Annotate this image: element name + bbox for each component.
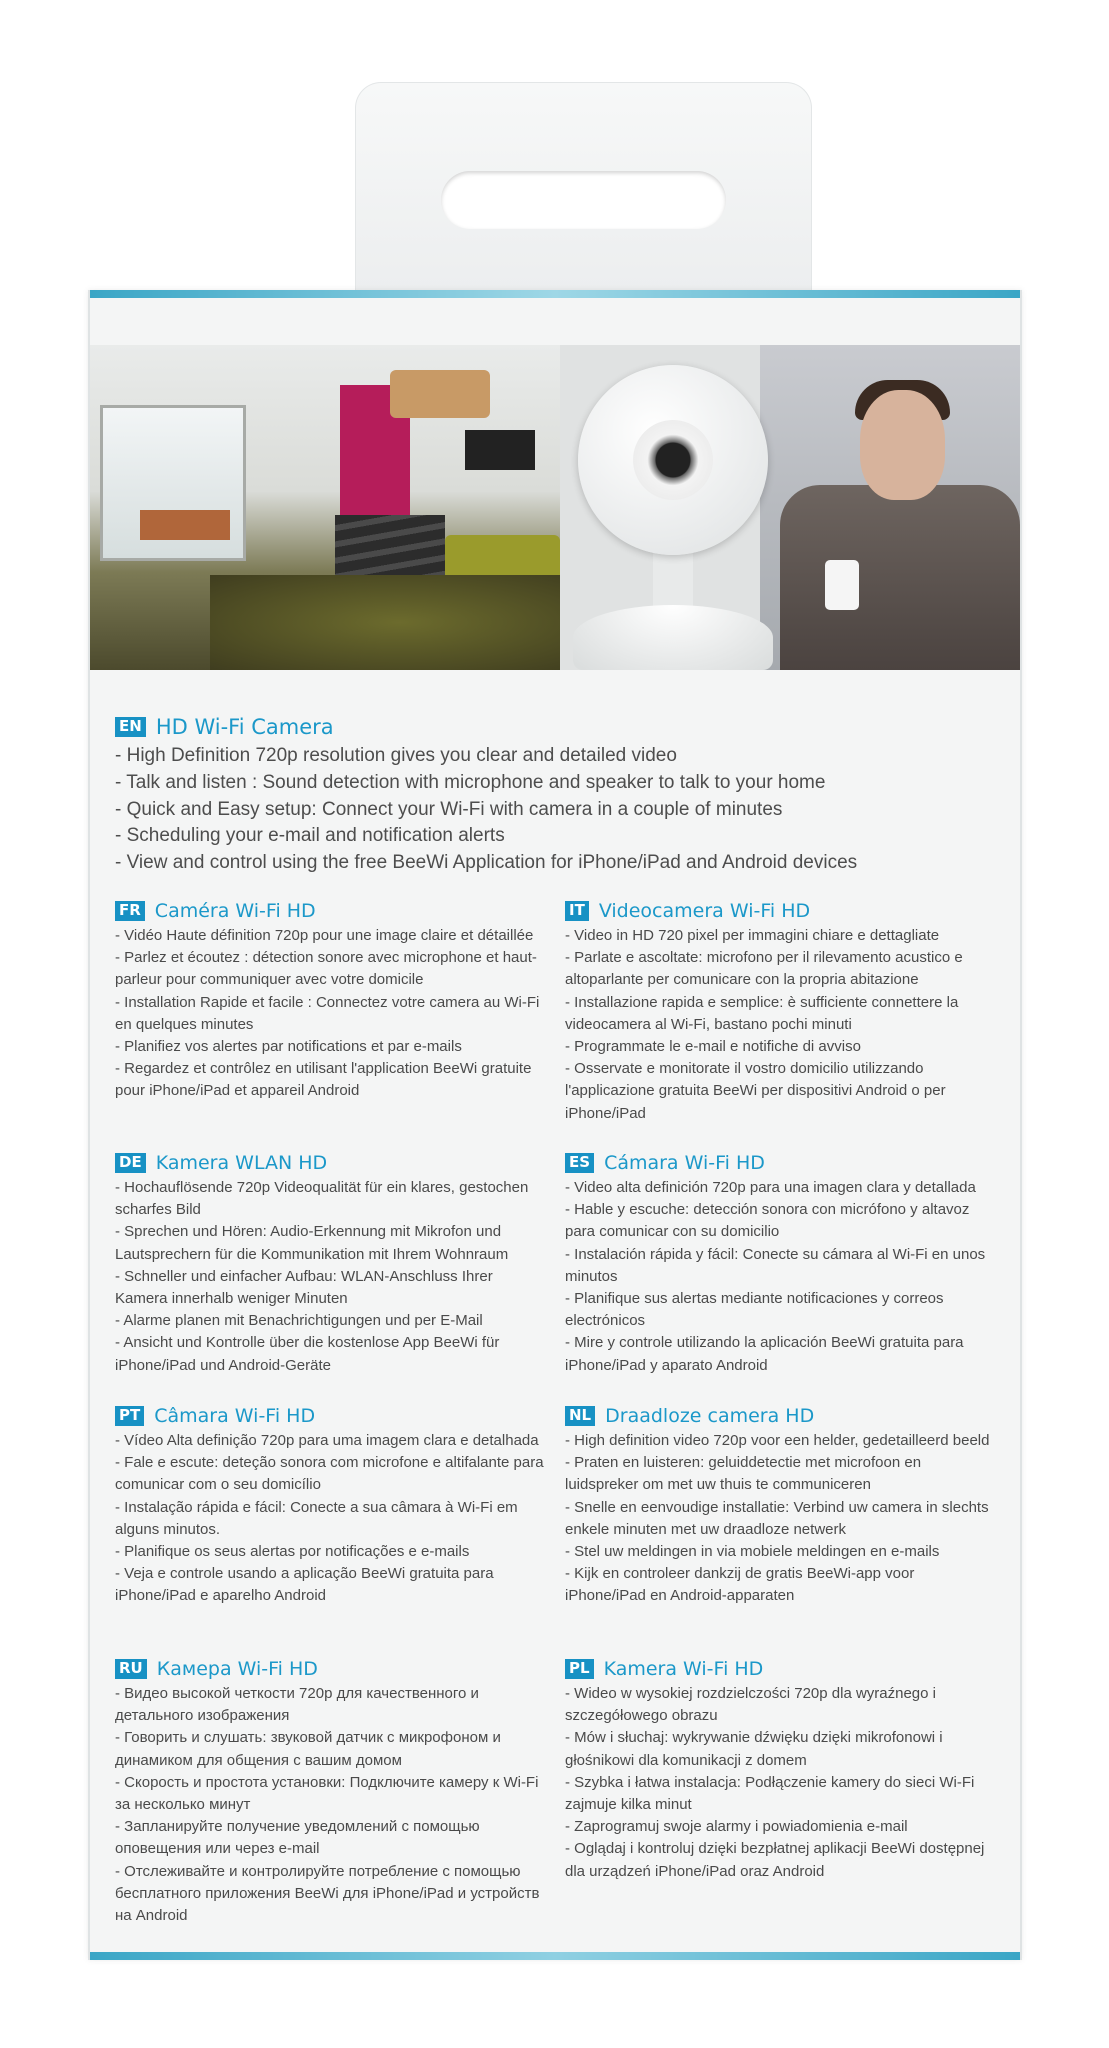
feature-line: - View and control using the free BeeWi Application for iPhone/iPad and Android devices	[115, 852, 858, 874]
lang-tag-nl: NL	[565, 1406, 595, 1425]
lang-tag-pl: PL	[565, 1659, 594, 1678]
feature-line: - Veja e controle usando a aplicação BeeWi gratuita para iPhone/iPad e aparelho Android	[115, 1565, 494, 1605]
camera-lens	[633, 420, 713, 500]
hanger-hole	[441, 171, 726, 229]
feature-line: - Parlez et écoutez : détection sonore avec microphone et haut-parleur pour communiquer avec votre domicile	[115, 949, 537, 989]
lang-block-nl	[565, 1405, 995, 1608]
feature-line: - Stel uw meldingen in via mobiele meldingen en e-mails	[565, 1543, 940, 1561]
feature-line: - Osservate e monitorate il vostro domicilio utilizzando l'applicazione gratuita BeeWi per dispositivi Android o per iPhone/iPad	[565, 1060, 946, 1122]
lang-tag-it: IT	[565, 901, 589, 920]
lang-block-es	[565, 1152, 995, 1377]
feature-line: - Скорость и простота установки: Подключите камеру к Wi-Fi за несколько минут	[115, 1773, 539, 1814]
feature-line: - Programmate le e-mail e notifiche di avviso	[565, 1038, 861, 1056]
feature-line: - Wideo w wysokiej rozdzielczości 720p dla wyraźnego i szczegółowego obrazu	[565, 1685, 936, 1725]
feature-line: - Planifique os seus alertas por notificações e e-mails	[115, 1543, 470, 1561]
lang-title-ru: Камера Wi-Fi HD	[156, 1658, 318, 1680]
lang-tag-en: EN	[115, 717, 146, 736]
room-table	[140, 510, 230, 540]
feature-line: - Fale e escute: deteção sonora com microfone e altifalante para comunicar com o seu domicílio	[115, 1454, 544, 1494]
lang-block-pt	[115, 1405, 545, 1608]
feature-line: - Video alta definición 720p para una imagen clara y detallada	[565, 1179, 976, 1196]
room-tv	[465, 430, 535, 470]
lang-title-pl: Kamera Wi-Fi HD	[603, 1658, 764, 1680]
room-pendant-lamp	[390, 370, 490, 418]
feature-line: - Schneller und einfacher Aufbau: WLAN-Anschluss Ihrer Kamera innerhalb weniger Minuten	[115, 1267, 493, 1308]
lang-block-de	[115, 1152, 545, 1377]
hero-photo	[90, 345, 1020, 670]
feature-line: - Installation Rapide et facile : Connectez votre camera au Wi-Fi en quelques minutes	[115, 993, 540, 1033]
lang-block-pl	[565, 1658, 995, 1883]
feature-line: - Planifiez vos alertes par notifications et par e-mails	[115, 1038, 462, 1056]
man-head	[860, 390, 945, 500]
feature-line: - Hable y escuche: detección sonora con micrófono y altavoz para comunicar con su domicilio	[565, 1201, 970, 1241]
feature-line: - Ansicht und Kontrolle über die kostenlose App BeeWi für iPhone/iPad und Android-Geräte	[115, 1334, 500, 1374]
smartphone	[825, 560, 859, 610]
lang-block-fr	[115, 900, 545, 1103]
feature-line: - Видео высокой четкости 720p для качественного и детального изображения	[115, 1685, 479, 1725]
lang-title-it: Videocamera Wi-Fi HD	[598, 900, 811, 922]
feature-line: - Talk and listen : Sound detection with microphone and speaker to talk to your home	[115, 771, 826, 793]
feature-line: - Sprechen und Hören: Audio-Erkennung mit Mikrofon und Lautsprechern für die Kommunikation mit Ihrem Wohnraum	[115, 1223, 509, 1263]
feature-line: - Vidéo Haute définition 720p pour une image claire et détaillée	[115, 927, 534, 944]
feature-line: - Mów i słuchaj: wykrywanie dźwięku dzięki mikrofonowi i głośnikowi dla komunikacji z domem	[565, 1729, 943, 1769]
feature-line: - Oglądaj i kontroluj dzięki bezpłatnej aplikacji BeeWi dostępnej dla urządzeń iPhone/iPad oraz Android	[565, 1840, 985, 1880]
feature-line: - Snelle en eenvoudige installatie: Verbind uw camera in slechts enkele minuten met uw draadloze netwerk	[565, 1498, 989, 1538]
feature-line: - Vídeo Alta definição 720p para uma imagem clara e detalhada	[115, 1432, 539, 1449]
feature-line: - Говорить и слушать: звуковой датчик с микрофоном и динамиком для общения с вашим домом	[115, 1729, 501, 1769]
feature-line: - Instalação rápida e fácil: Conecte a sua câmara à Wi-Fi em alguns minutos.	[115, 1498, 518, 1538]
feature-line: - Planifique sus alertas mediante notificaciones y correos electrónicos	[565, 1290, 944, 1330]
lang-tag-de: DE	[115, 1153, 146, 1172]
feature-line: - Scheduling your e-mail and notification alerts	[115, 825, 505, 847]
package-back-panel	[88, 290, 1022, 1960]
feature-line: - Alarme planen mit Benachrichtigungen und per E-Mail	[115, 1312, 483, 1330]
feature-line: - Hochauflösende 720p Videoqualität für ein klares, gestochen scharfes Bild	[115, 1179, 529, 1219]
feature-line: - Regardez et contrôlez en utilisant l'application BeeWi gratuite pour iPhone/iPad et appareil Android	[115, 1060, 532, 1100]
lang-block-ru	[115, 1658, 545, 1927]
package-bottom-edge	[90, 1952, 1020, 1960]
lang-title-de: Kamera WLAN HD	[155, 1152, 328, 1174]
feature-line: - Instalación rápida y fácil: Conecte su cámara al Wi-Fi en unos minutos	[565, 1245, 986, 1285]
lang-title-pt: Câmara Wi-Fi HD	[154, 1405, 316, 1427]
feature-line: - Szybka i łatwa instalacja: Podłączenie kamery do sieci Wi-Fi zajmuje kilka minut	[565, 1773, 975, 1814]
lang-block-it	[565, 900, 995, 1125]
feature-line: - High Definition 720p resolution gives you clear and detailed video	[115, 745, 677, 766]
lang-tag-pt: PT	[115, 1406, 144, 1425]
room-rug	[210, 575, 590, 670]
room-sofa	[445, 535, 560, 580]
package-top-edge	[90, 290, 1020, 298]
lang-title-es: Cámara Wi-Fi HD	[604, 1152, 765, 1174]
feature-line: - Quick and Easy setup: Connect your Wi-Fi with camera in a couple of minutes	[115, 798, 783, 820]
feature-line: - Zaprogramuj swoje alarmy i powiadomienia e-mail	[565, 1818, 908, 1836]
lang-block-en	[115, 715, 995, 877]
lang-title-en: HD Wi-Fi Camera	[155, 715, 334, 739]
man-body	[780, 485, 1020, 670]
lang-tag-ru: RU	[115, 1659, 147, 1678]
lang-tag-es: ES	[565, 1153, 594, 1172]
hanger-tab	[355, 82, 812, 293]
feature-line: - Video in HD 720 pixel per immagini chiare e dettagliate	[565, 927, 940, 944]
feature-line: - Installazione rapida e semplice: è sufficiente connettere la videocamera al Wi-Fi, bastano pochi minuti	[565, 993, 959, 1033]
camera-head	[578, 365, 768, 555]
lang-title-nl: Draadloze camera HD	[605, 1405, 815, 1427]
feature-line: - Praten en luisteren: geluiddetectie met microfoon en luidspreker om met uw thuis te communiceren	[565, 1454, 922, 1494]
feature-line: - Parlate e ascoltate: microfono per il rilevamento acustico e altoparlante per comunicare con la propria abitazione	[565, 949, 963, 989]
feature-line: - Mire y controle utilizando la aplicación BeeWi gratuita para iPhone/iPad y aparato Android	[565, 1334, 964, 1374]
lang-tag-fr: FR	[115, 901, 145, 920]
feature-line: - Отслеживайте и контролируйте потребление с помощью бесплатного приложения BeeWi для iPhone/iPad и устройств на Android	[115, 1862, 540, 1925]
lang-title-fr: Caméra Wi-Fi HD	[154, 900, 316, 922]
feature-line: - High definition video 720p voor een helder, gedetailleerd beeld	[565, 1432, 990, 1449]
feature-line: - Kijk en controleer dankzij de gratis BeeWi-app voor iPhone/iPad en Android-apparaten	[565, 1565, 915, 1605]
feature-line: - Запланируйте получение уведомлений с помощью оповещения или через e-mail	[115, 1818, 480, 1858]
camera-base	[573, 605, 773, 670]
